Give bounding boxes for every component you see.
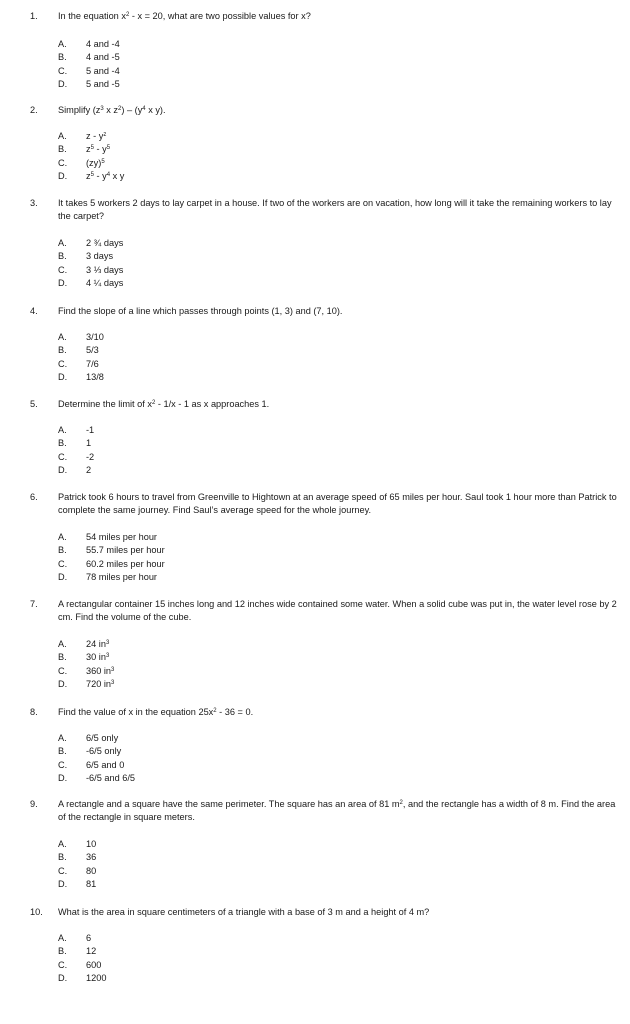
answer-option-a: A. 24 $in^3$ (58, 639, 110, 649)
answer-option-d: D. $z^5 - y^4$ x y (58, 170, 125, 181)
answer-options (58, 838, 96, 891)
answer-option-a: A. 2 ¾ days (58, 238, 124, 248)
question-text: Simplify ($z^3$ x $z^2) - (y^4$ x y). (58, 105, 166, 115)
answer-option-a: A. 4 and -4 (58, 39, 120, 49)
answer-option-d: D. 81 (58, 878, 97, 889)
question-text: A rectangle and a square have the same perimeter. The square has an area of 81 $m^2$, and the rectangle has a width of 8 m. Find the area of the rectangle in square meters. (58, 799, 616, 822)
question-text: What is the area in square centimeters of a triangle with a base of 3 m and a height of 4 m? (58, 907, 430, 917)
answer-option-c: C. 80 (58, 865, 97, 876)
answer-option-d: D. 78 miles per hour (58, 571, 157, 582)
answer-option-b: B. 55.7 miles per hour (58, 545, 165, 556)
answer-options (58, 331, 104, 384)
answer-option-c: C. 7/6 (58, 358, 99, 369)
answer-options (58, 424, 94, 477)
answer-option-a: A. z - $y^z$ (58, 131, 107, 141)
answer-option-c: C. 600 (58, 959, 102, 970)
answer-option-b: B. 1 (58, 438, 92, 449)
answer-option-c: C. 6/5 and 0 (58, 759, 125, 770)
answer-option-b: B. 30 $in^3$ (58, 652, 110, 663)
answer-option-c: C. -2 (58, 451, 95, 462)
question-number: 5. (30, 399, 38, 409)
answer-option-b: B. 3 days (58, 251, 114, 262)
question-text: In the equation $x^2 - x = 20$, what are two possible values for x? (58, 11, 311, 21)
answer-option-d: D. 2 (58, 464, 92, 475)
question-text: A rectangular container 15 inches long and 12 inches wide contained some water. When a solid cube was put in, the water level rose by 2 cm. Find the volume of the cube. (58, 599, 617, 622)
answer-option-d: D. 13/8 (58, 371, 104, 382)
question-number: 9. (30, 799, 38, 809)
answer-option-a: A. 54 miles per hour (58, 532, 157, 542)
answer-options (58, 531, 165, 584)
answer-option-a: A. 3/10 (58, 332, 104, 342)
answer-option-a: A. 6 (58, 933, 92, 943)
question-number: 8. (30, 707, 38, 717)
question-text: Find the value of x in the equation $25x^2 - 36 = 0$. (58, 707, 254, 717)
question-text: Patrick took 6 hours to travel from Greenville to Hightown at an average speed of 65 miles per hour. Saul took 1 hour more than Patrick to complete the same journey. Find Saul’s average speed for the whole journey. (58, 492, 617, 515)
answer-option-d: D. -6/5 and 6/5 (58, 772, 136, 783)
answer-option-a: A. -1 (58, 425, 95, 435)
answer-option-b: B. -6/5 only (58, 746, 122, 757)
answer-option-c: C. (zy)$^5$ (58, 157, 105, 168)
answer-option-c: C. 3 ⅓ days (58, 264, 124, 275)
answer-option-d: D. 720 $in^3$ (58, 678, 115, 689)
answer-option-b: B. 5/3 (58, 345, 99, 356)
question-number: 7. (30, 599, 38, 609)
answer-option-b: B. 4 and -5 (58, 52, 120, 63)
answer-option-d: D. 5 and -5 (58, 78, 120, 89)
answer-options (58, 932, 106, 985)
answer-option-b: B. 12 (58, 946, 97, 957)
answer-option-d: D. 4 ¼ days (58, 277, 124, 288)
question-text: Determine the limit of $x^2 - 1/x - 1$ as x approaches 1. (58, 399, 270, 409)
answer-option-c: C. 5 and -4 (58, 65, 120, 76)
answer-option-c: C. 360 $in^3$ (58, 665, 115, 676)
question-text: It takes 5 workers 2 days to lay carpet in a house. If two of the workers are on vacation, how long will it take the remaining workers to lay the carpet? (58, 198, 612, 221)
question-number: 6. (30, 492, 38, 502)
question-number: 2. (30, 105, 38, 115)
question-number: 1. (30, 11, 38, 21)
answer-option-b: B. $z^5 - y^5$ (58, 144, 111, 155)
answer-options (58, 638, 114, 691)
question-number: 4. (30, 306, 38, 316)
question-text: Find the slope of a line which passes through points (1, 3) and (7, 10). (58, 306, 343, 316)
answer-options (58, 237, 123, 290)
question-number: 3. (30, 198, 38, 208)
answer-options (58, 130, 124, 183)
answer-option-d: D. 1200 (58, 972, 107, 983)
answer-option-a: A. 6/5 only (58, 733, 119, 743)
question-number: 10. (30, 907, 43, 917)
answer-option-c: C. 60.2 miles per hour (58, 558, 165, 569)
answer-options (58, 38, 120, 91)
answer-option-a: A. 10 (58, 839, 97, 849)
answer-options (58, 732, 135, 785)
answer-option-b: B. 36 (58, 852, 97, 863)
